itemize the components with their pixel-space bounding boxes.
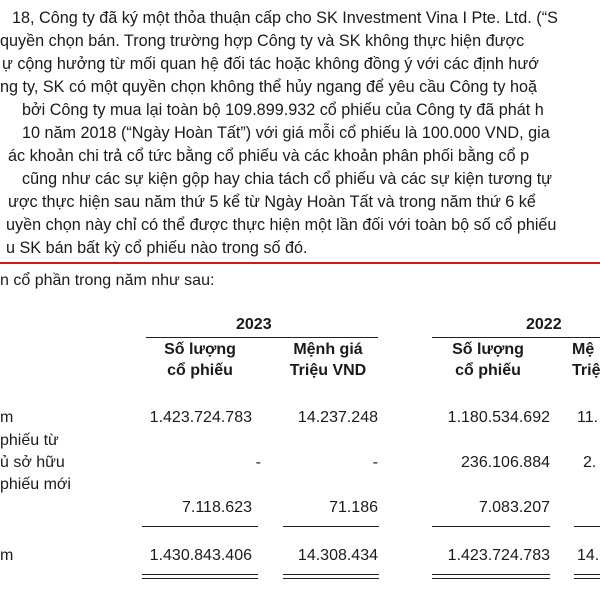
header-par-2022-line2: Triệ	[572, 362, 600, 379]
note-line-8: cũng như các sự kiện gộp hay chia tách cổ phiếu và các sự kiện tương tự	[22, 170, 553, 188]
header-shares-2022-line2: cổ phiếu	[455, 362, 521, 379]
row-label-closing: m	[0, 547, 14, 564]
note-line-9: ược thực hiện sau năm thứ 5 kể từ Ngày Hoàn Tất và trong năm thứ 6 kể	[8, 193, 536, 211]
note-line-11: u SK bán bất kỳ cổ phiếu nào trong số đó.	[6, 239, 308, 257]
total-double-rule-shares-2022	[432, 574, 550, 579]
subtotal-rule-par-2022	[574, 526, 600, 527]
cell-r2-shares-2023: -	[255, 454, 261, 471]
header-shares-2023-line2: cổ phiếu	[167, 362, 233, 379]
cell-r1-shares-2023: 1.423.724.783	[149, 409, 252, 426]
note-line-5: bởi Công ty mua lại toàn bộ 109.899.932 cổ phiếu của Công ty đã phát h	[22, 101, 544, 119]
cell-r2-par-2023: -	[372, 454, 378, 471]
header-par-2022-line1: Mệ	[572, 341, 595, 358]
year-underline-2023	[146, 337, 378, 338]
note-line-3: ự cộng hưởng từ mối quan hệ đối tác hoặc không đồng ý với các định hướ	[2, 55, 539, 73]
header-shares-2023-line1: Số lượng	[164, 341, 236, 358]
header-par-2023-line2: Triệu VND	[289, 362, 367, 379]
cell-r1-par-2022: 11.	[577, 409, 599, 426]
cell-r1-shares-2022: 1.180.534.692	[447, 409, 550, 426]
cell-r3-shares-2022: 7.083.207	[478, 499, 550, 516]
row-label-shares-from: phiếu từ	[0, 432, 59, 449]
header-par-2023-line1: Mệnh giá	[293, 341, 363, 358]
note-line-2: quyền chọn bán. Trong trường hợp Công ty và SK không thực hiện được	[0, 32, 525, 50]
total-double-rule-par-2023	[283, 574, 379, 579]
row-label-opening: m	[0, 409, 14, 426]
year-header-2022: 2022	[526, 316, 562, 333]
row-label-owners: ủ sở hữu	[0, 454, 65, 471]
cell-r3-shares-2023: 7.118.623	[182, 499, 252, 516]
cell-total-shares-2022: 1.423.724.783	[447, 547, 550, 564]
note-line-6: 10 năm 2018 (“Ngày Hoàn Tất”) với giá mỗi cổ phiếu là 100.000 VND, gia	[22, 124, 550, 142]
header-shares-2022-line1: Số lượng	[452, 341, 524, 358]
cell-r2-par-2022: 2.	[583, 454, 597, 471]
total-double-rule-par-2022	[574, 574, 600, 579]
cell-r1-par-2023: 14.237.248	[297, 409, 378, 426]
year-underline-2022	[432, 337, 600, 338]
note-line-7: ác khoản chi trả cổ tức bằng cổ phiếu và các khoản phân phối bằng cổ p	[8, 147, 530, 165]
note-line-10: uyền chọn này chỉ có thể được thực hiện một lần đối với toàn bộ số cổ phiếu	[6, 216, 557, 234]
table-intro-text: n cổ phần trong năm như sau:	[0, 272, 215, 289]
cell-r2-shares-2022: 236.106.884	[461, 454, 550, 471]
row-label-new-shares: phiếu mới	[0, 476, 71, 493]
note-line-1: 18, Công ty đã ký một thỏa thuận cấp cho SK Investment Vina I Pte. Ltd. (“S	[12, 9, 558, 27]
subtotal-rule-shares-2022	[432, 526, 550, 527]
cell-total-par-2022: 14.	[577, 547, 600, 564]
subtotal-rule-par-2023	[283, 526, 379, 527]
cell-total-par-2023: 14.308.434	[297, 547, 378, 564]
subtotal-rule-shares-2023	[142, 526, 258, 527]
cell-r3-par-2023: 71.186	[329, 499, 378, 516]
note-line-4: ng ty, SK có một quyền chọn không thể hủy ngang để yêu cầu Công ty hoặ	[0, 78, 537, 96]
year-header-2023: 2023	[236, 316, 272, 333]
total-double-rule-shares-2023	[142, 574, 258, 579]
cell-total-shares-2023: 1.430.843.406	[149, 547, 252, 564]
